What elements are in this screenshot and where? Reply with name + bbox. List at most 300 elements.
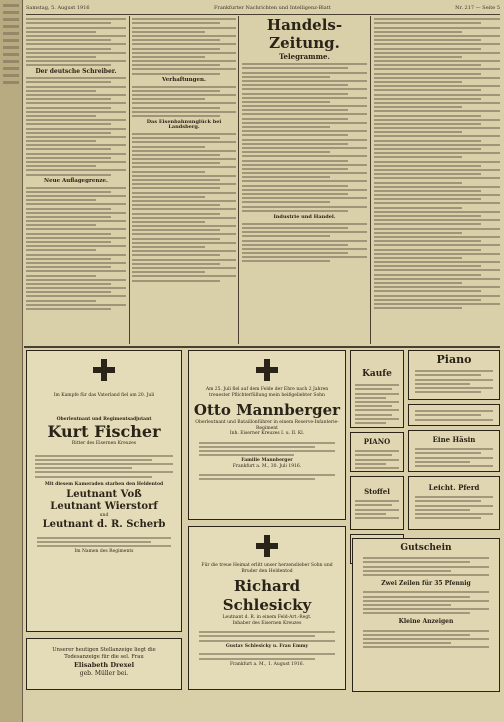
- ad-misc: [408, 404, 500, 426]
- illegible-text-line: [26, 148, 111, 150]
- illegible-text-line: [374, 22, 481, 24]
- illegible-text-line: [132, 64, 220, 66]
- ad-piano: [408, 350, 500, 400]
- illegible-text-line: [355, 422, 386, 424]
- column-rule: [129, 16, 130, 344]
- illegible-text-line: [26, 283, 111, 285]
- illegible-text-line: [363, 630, 489, 632]
- illegible-text-line: [132, 150, 236, 152]
- illegible-text-line: [363, 600, 489, 602]
- illegible-text-line: [415, 465, 493, 467]
- illegible-text-line: [374, 27, 500, 29]
- illegible-text-line: [132, 246, 205, 248]
- illegible-text-line: [242, 260, 330, 262]
- illegible-text-line: [26, 295, 126, 297]
- ad-pferd: [408, 476, 500, 530]
- illegible-text-line: [374, 64, 481, 66]
- mannberger-place: Frankfurt a. M., 30. Juli 1916.: [232, 463, 302, 469]
- illegible-text-line: [374, 211, 500, 213]
- illegible-text-line: [374, 161, 500, 163]
- illegible-text-line: [242, 201, 330, 203]
- illegible-text-line: [374, 169, 500, 171]
- illegible-text-line: [355, 517, 399, 519]
- illegible-text-line: [199, 658, 315, 660]
- illegible-text-line: [374, 144, 500, 146]
- schlesicky-rank: Leutnant d. R. in einem Feld-Art.-Regt.: [222, 615, 312, 620]
- illegible-text-line: [132, 111, 236, 113]
- illegible-text-line: [374, 299, 481, 301]
- illegible-text-line: [37, 537, 171, 539]
- illegible-text-line: [374, 194, 500, 196]
- illegible-text-line: [374, 215, 481, 217]
- col1-heading-1: Der deutsche Schreiber.: [35, 68, 117, 76]
- illegible-text-line: [26, 94, 126, 96]
- mannberger-name: Otto Mannberger: [193, 401, 341, 419]
- header-paper: Frankfurter Nachrichten und Intelligenz-Blatt: [213, 5, 331, 11]
- illegible-text-line: [374, 261, 500, 263]
- illegible-text-line: [363, 596, 470, 598]
- illegible-text-line: [363, 638, 489, 640]
- illegible-text-line: [363, 570, 451, 572]
- illegible-text-line: [26, 43, 126, 45]
- illegible-text-line: [26, 128, 126, 130]
- illegible-text-line: [374, 244, 500, 246]
- illegible-text-line: [132, 73, 220, 75]
- illegible-text-line: [415, 370, 493, 372]
- illegible-text-line: [363, 642, 451, 644]
- illegible-text-line: [132, 221, 205, 223]
- illegible-text-line: [242, 105, 367, 107]
- fischer-and: und: [99, 513, 109, 519]
- illegible-text-line: [26, 266, 111, 268]
- illegible-text-line: [26, 233, 111, 235]
- illegible-text-line: [355, 397, 386, 399]
- illegible-text-line: [26, 208, 111, 210]
- illegible-text-line: [374, 156, 462, 158]
- illegible-text-line: [132, 158, 236, 160]
- illegible-text-line: [26, 224, 96, 226]
- illegible-text-line: [374, 286, 500, 288]
- illegible-text-line: [415, 374, 481, 376]
- illegible-text-line: [199, 446, 315, 448]
- illegible-text-line: [35, 463, 173, 465]
- illegible-text-line: [26, 90, 96, 92]
- illegible-text-line: [132, 259, 236, 261]
- illegible-text-line: [242, 67, 348, 69]
- illegible-text-line: [132, 137, 220, 139]
- ad-piano2-title: PIANO: [363, 437, 391, 446]
- illegible-text-line: [355, 513, 386, 515]
- illegible-text-line: [26, 308, 111, 310]
- illegible-text-line: [242, 139, 367, 141]
- fischer-sign: Im Namen des Regiments: [74, 549, 134, 555]
- illegible-text-line: [26, 64, 111, 66]
- schlesicky-family: Gustav Schlesicky u. Frau Emmy: [225, 643, 309, 649]
- illegible-text-line: [242, 256, 367, 258]
- illegible-text-line: [374, 94, 500, 96]
- mannberger-intro: Am 25. Juli fiel auf dem Felde der Ehre nach 2 Jahren treuester Pflichterfüllung mein heißgeliebter Sohn: [205, 387, 329, 398]
- illegible-text-line: [132, 102, 236, 104]
- illegible-text-line: [132, 141, 236, 143]
- page-header: [26, 2, 500, 15]
- illegible-text-line: [374, 303, 500, 305]
- illegible-text-line: [242, 76, 330, 78]
- illegible-text-line: [374, 207, 462, 209]
- illegible-text-line: [355, 504, 392, 506]
- illegible-text-line: [355, 467, 399, 469]
- ad-haesin-title: Eine Häsin: [432, 435, 476, 444]
- illegible-text-line: [374, 186, 500, 188]
- section-rule: [24, 346, 500, 348]
- illegible-text-line: [355, 454, 392, 456]
- illegible-text-line: [26, 245, 126, 247]
- illegible-text-line: [26, 136, 126, 138]
- illegible-text-line: [26, 279, 126, 281]
- illegible-text-line: [35, 459, 152, 461]
- illegible-text-line: [355, 463, 386, 465]
- column-rule: [370, 16, 371, 344]
- illegible-text-line: [132, 35, 236, 37]
- illegible-text-line: [132, 267, 236, 269]
- illegible-text-line: [37, 545, 171, 547]
- illegible-text-line: [242, 122, 367, 124]
- mannberger-rank: Oberleutnant und Bataillonführer in einem Reserve-Infanterie-Regiment: [195, 420, 339, 431]
- illegible-text-line: [132, 250, 236, 252]
- illegible-text-line: [26, 187, 126, 189]
- illegible-text-line: [242, 134, 348, 136]
- illegible-text-line: [355, 418, 399, 420]
- illegible-text-line: [242, 147, 367, 149]
- illegible-text-line: [374, 39, 481, 41]
- illegible-text-line: [374, 31, 462, 33]
- illegible-text-line: [26, 107, 111, 109]
- ad-gutschein-title: Gutschein: [400, 543, 452, 553]
- illegible-text-line: [363, 561, 470, 563]
- illegible-text-line: [26, 81, 111, 83]
- fischer-name-3: Leutnant Wierstorf: [50, 501, 158, 513]
- illegible-text-line: [132, 27, 236, 29]
- illegible-text-line: [374, 127, 500, 129]
- handels-title: Handels-Zeitung.: [266, 16, 343, 52]
- drexel-tail: geb. Müller bei.: [79, 670, 129, 677]
- illegible-text-line: [374, 106, 462, 108]
- illegible-text-line: [415, 500, 481, 502]
- illegible-text-line: [242, 160, 348, 162]
- illegible-text-line: [374, 253, 500, 255]
- illegible-text-line: [242, 101, 330, 103]
- illegible-text-line: [132, 225, 236, 227]
- left-margin-strip: [0, 0, 23, 722]
- illegible-text-line: [363, 608, 489, 610]
- illegible-text-line: [242, 248, 367, 250]
- illegible-text-line: [132, 171, 205, 173]
- illegible-text-line: [242, 176, 330, 178]
- illegible-text-line: [242, 227, 348, 229]
- illegible-text-line: [374, 48, 481, 50]
- illegible-text-line: [415, 419, 493, 421]
- illegible-text-line: [26, 111, 126, 113]
- illegible-text-line: [374, 56, 462, 58]
- illegible-text-line: [374, 152, 500, 154]
- fischer-name: Kurt Fischer: [47, 422, 161, 441]
- illegible-text-line: [132, 22, 220, 24]
- illegible-text-line: [26, 258, 111, 260]
- ad-gutschein: [352, 538, 500, 692]
- illegible-text-line: [242, 164, 367, 166]
- illegible-text-line: [374, 135, 500, 137]
- illegible-text-line: [374, 278, 500, 280]
- column-4: [374, 16, 500, 346]
- illegible-text-line: [132, 43, 236, 45]
- illegible-text-line: [132, 56, 205, 58]
- illegible-text-line: [132, 179, 220, 181]
- illegible-text-line: [26, 140, 96, 142]
- illegible-text-line: [363, 634, 470, 636]
- death-notice-mannberger: [188, 350, 346, 520]
- illegible-text-line: [374, 89, 481, 91]
- illegible-text-line: [355, 414, 392, 416]
- illegible-text-line: [26, 300, 96, 302]
- illegible-text-line: [26, 216, 111, 218]
- illegible-text-line: [26, 212, 126, 214]
- illegible-text-line: [132, 208, 236, 210]
- illegible-text-line: [374, 115, 481, 117]
- illegible-text-line: [132, 31, 205, 33]
- illegible-text-line: [374, 140, 481, 142]
- illegible-text-line: [363, 557, 489, 559]
- illegible-text-line: [26, 52, 126, 54]
- illegible-text-line: [374, 173, 481, 175]
- illegible-text-line: [199, 454, 294, 456]
- illegible-text-line: [132, 280, 220, 282]
- illegible-text-line: [374, 110, 500, 112]
- illegible-text-line: [242, 130, 367, 132]
- illegible-text-line: [199, 640, 335, 642]
- iron-cross-icon: [256, 535, 278, 557]
- illegible-text-line: [242, 240, 367, 242]
- illegible-text-line: [242, 189, 367, 191]
- illegible-text-line: [374, 165, 481, 167]
- illegible-text-line: [199, 474, 335, 476]
- illegible-text-line: [242, 80, 367, 82]
- illegible-text-line: [374, 282, 462, 284]
- illegible-text-line: [26, 291, 111, 293]
- illegible-text-line: [374, 119, 500, 121]
- ad-kaufe: [350, 350, 404, 428]
- illegible-text-line: [26, 60, 126, 62]
- illegible-text-line: [26, 270, 126, 272]
- illegible-text-line: [26, 18, 126, 20]
- death-notice-fischer: [26, 350, 182, 632]
- illegible-text-line: [415, 496, 493, 498]
- illegible-text-line: [132, 275, 236, 277]
- illegible-text-line: [415, 505, 493, 507]
- fischer-award: Ritter des Eisernen Kreuzes: [71, 441, 137, 446]
- drexel-text: Unserer heutigen Stellanzeige liegt die Todesanzeige für die sel. Frau: [52, 647, 156, 660]
- illegible-text-line: [132, 238, 220, 240]
- illegible-text-line: [374, 131, 462, 133]
- illegible-text-line: [374, 223, 481, 225]
- illegible-text-line: [355, 509, 399, 511]
- illegible-text-line: [374, 219, 500, 221]
- illegible-text-line: [415, 387, 493, 389]
- illegible-text-line: [242, 185, 348, 187]
- fischer-also: Mit diesem Kameraden starben den Heldentod: [44, 481, 164, 487]
- illegible-text-line: [199, 653, 335, 655]
- illegible-text-line: [242, 210, 348, 212]
- illegible-text-line: [26, 249, 96, 251]
- illegible-text-line: [132, 48, 220, 50]
- illegible-text-line: [374, 68, 500, 70]
- illegible-text-line: [35, 476, 152, 478]
- illegible-text-line: [26, 203, 126, 205]
- illegible-text-line: [374, 77, 500, 79]
- header-page: Nr. 217 — Seite 5: [455, 5, 500, 11]
- illegible-text-line: [199, 478, 315, 480]
- illegible-text-line: [374, 232, 462, 234]
- illegible-text-line: [363, 604, 451, 606]
- illegible-text-line: [26, 39, 111, 41]
- illegible-text-line: [26, 304, 126, 306]
- column-3: [242, 16, 367, 346]
- illegible-text-line: [26, 56, 96, 58]
- illegible-text-line: [26, 220, 126, 222]
- ad-stoffel-title: Stoffel: [364, 487, 390, 496]
- illegible-text-line: [132, 183, 236, 185]
- handels-section: Industrie und Handel.: [273, 213, 336, 220]
- illegible-text-line: [374, 73, 481, 75]
- ad-stoffel: [350, 476, 404, 530]
- illegible-text-line: [374, 123, 481, 125]
- illegible-text-line: [415, 461, 470, 463]
- fischer-name-4: Leutnant d. R. Scherb: [42, 518, 166, 530]
- illegible-text-line: [199, 450, 335, 452]
- illegible-text-line: [242, 109, 348, 111]
- illegible-text-line: [374, 60, 500, 62]
- illegible-text-line: [374, 295, 500, 297]
- illegible-text-line: [374, 85, 500, 87]
- illegible-text-line: [415, 452, 481, 454]
- illegible-text-line: [26, 165, 96, 167]
- illegible-text-line: [415, 517, 481, 519]
- ad-gutschein-offer: Zwei Zeilen für 35 Pfennig: [381, 580, 471, 588]
- illegible-text-line: [374, 269, 500, 271]
- illegible-text-line: [242, 143, 348, 145]
- illegible-text-line: [415, 448, 493, 450]
- illegible-text-line: [26, 254, 126, 256]
- illegible-text-line: [132, 196, 205, 198]
- illegible-text-line: [374, 102, 500, 104]
- illegible-text-line: [355, 393, 399, 395]
- illegible-text-line: [132, 254, 220, 256]
- illegible-text-line: [415, 391, 481, 393]
- illegible-text-line: [374, 177, 500, 179]
- illegible-text-line: [242, 197, 367, 199]
- column-2: [132, 16, 236, 346]
- illegible-text-line: [132, 154, 220, 156]
- illegible-text-line: [415, 457, 493, 459]
- illegible-text-line: [355, 409, 399, 411]
- illegible-text-line: [26, 98, 111, 100]
- iron-cross-icon: [93, 359, 115, 381]
- illegible-text-line: [26, 48, 111, 50]
- illegible-text-line: [242, 88, 367, 90]
- ad-gutschein-foot: Kleine Anzeigen: [398, 618, 454, 626]
- illegible-text-line: [132, 60, 236, 62]
- illegible-text-line: [242, 97, 367, 99]
- illegible-text-line: [132, 229, 220, 231]
- illegible-text-line: [26, 174, 111, 176]
- illegible-text-line: [242, 244, 348, 246]
- illegible-text-line: [242, 231, 367, 233]
- illegible-text-line: [35, 467, 132, 469]
- illegible-text-line: [132, 162, 220, 164]
- illegible-text-line: [415, 509, 470, 511]
- illegible-text-line: [355, 450, 399, 452]
- illegible-text-line: [26, 132, 111, 134]
- illegible-text-line: [26, 161, 126, 163]
- illegible-text-line: [242, 151, 330, 153]
- illegible-text-line: [363, 574, 489, 576]
- illegible-text-line: [26, 31, 96, 33]
- illegible-text-line: [242, 84, 348, 86]
- illegible-text-line: [374, 98, 481, 100]
- illegible-text-line: [26, 275, 96, 277]
- illegible-text-line: [26, 241, 111, 243]
- illegible-text-line: [132, 133, 236, 135]
- illegible-text-line: [132, 263, 220, 265]
- illegible-text-line: [26, 237, 126, 239]
- illegible-text-line: [242, 63, 367, 65]
- illegible-text-line: [242, 113, 367, 115]
- illegible-text-line: [415, 513, 493, 515]
- illegible-text-line: [132, 217, 236, 219]
- col1-heading-2: Neue Auflagegrenze.: [44, 177, 108, 184]
- column-rule: [238, 16, 239, 344]
- illegible-text-line: [26, 123, 111, 125]
- illegible-text-line: [355, 401, 399, 403]
- illegible-text-line: [132, 86, 236, 88]
- iron-cross-icon: [256, 359, 278, 381]
- illegible-text-line: [374, 228, 500, 230]
- mannberger-family: Familie Mannberger: [241, 458, 293, 464]
- illegible-text-line: [242, 93, 348, 95]
- illegible-text-line: [132, 233, 236, 235]
- fischer-rank: Oberleutnant und Regimentsadjutant: [56, 416, 152, 422]
- illegible-text-line: [363, 612, 470, 614]
- illegible-text-line: [199, 635, 315, 637]
- illegible-text-line: [26, 195, 126, 197]
- illegible-text-line: [26, 115, 96, 117]
- illegible-text-line: [199, 442, 335, 444]
- mannberger-award: Inh. Eiserner Kreuzes I. u. II. Kl.: [229, 431, 305, 436]
- illegible-text-line: [132, 52, 236, 54]
- illegible-text-line: [132, 192, 236, 194]
- illegible-text-line: [132, 98, 205, 100]
- ad-kaufe-title: Kaufe: [362, 369, 392, 379]
- illegible-text-line: [132, 39, 220, 41]
- handels-subtitle: Telegramme.: [279, 52, 330, 61]
- illegible-text-line: [374, 35, 500, 37]
- schlesicky-place: Frankfurt a. M., 1. August 1916.: [229, 661, 305, 667]
- illegible-text-line: [132, 175, 236, 177]
- ad-pferd-title: Leicht. Pferd: [428, 483, 480, 492]
- illegible-text-line: [242, 155, 367, 157]
- illegible-text-line: [374, 43, 500, 45]
- ad-haesin: [408, 430, 500, 472]
- header-date: Samstag, 5. August 1916: [26, 5, 90, 11]
- illegible-text-line: [35, 455, 173, 457]
